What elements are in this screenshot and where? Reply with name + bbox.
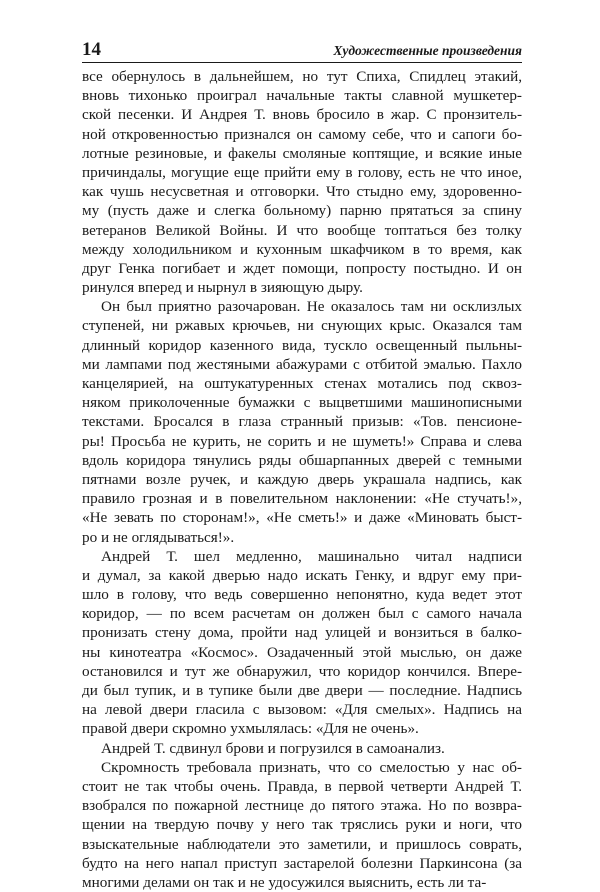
text-line: няком приколоченные бумажки с выцветшими машинописными <box>82 394 522 412</box>
text-line: длинный коридор казенного вида, тускло освещенный пыльны- <box>82 336 522 354</box>
text-line: как чушь несусветная и отговорки. Что стыдно ему, здоровенно- <box>82 183 522 201</box>
text-line: друг Генка погибает и ждет помощи, попросту постыдно. И он <box>82 259 522 277</box>
page-header <box>82 40 522 64</box>
text-line: Он был приятно разочарован. Не оказалось там ни осклизлых <box>101 298 522 316</box>
text-line: ны кинотеатра «Космос». Озадаченный этой мыслью, он даже <box>82 643 522 661</box>
text-line: пятнами возле ручек, и каждую дверь украшала надпись, как <box>82 470 522 488</box>
text-line: щении на твердую почву у него так тряслись руки и ноги, что <box>82 816 522 834</box>
text-line: текстами. Бросался в глаза странный призыв: «Тов. пенсионе- <box>82 413 522 431</box>
text-line: взобрался по пожарной лестнице до пятого этажа. Но по возвра- <box>82 797 522 815</box>
text-line: многими делами он так и не удосужился выяснить, есть ли та- <box>82 873 487 891</box>
text-line: и думал, за какой дверью надо искать Генку, и вдруг ему при- <box>82 566 522 584</box>
text-line: причиндалы, могущие еще прийти ему в голову, есть не что иное, <box>82 163 522 181</box>
text-line: ступеней, ни ржавых крючьев, ни снующих крыс. Оказался там <box>82 317 522 335</box>
text-line: пронизать стену дома, пройти над улицей и вонзиться в балко- <box>82 624 522 642</box>
text-line: канцелярией, на оштукатуренных стенах мотались под сквоз- <box>82 375 522 392</box>
text-line: ской песенки. И Андрея Т. вновь бросило в жар. С пронзитель- <box>82 106 522 124</box>
text-line: остановился и тут же обнаружил, что коридор кончился. Впере- <box>82 662 522 680</box>
header-rule <box>82 62 522 63</box>
text-line: шло в голову, что ведь совершенно непонятно, куда ведет этот <box>82 586 522 604</box>
text-line: «Не зевать по сторонам!», «Не сметь!» и даже «Миновать быст- <box>82 509 522 527</box>
text-line: ной откровенностью признался он самому себе, что и сапоги бо- <box>82 125 522 143</box>
text-line: вдоль коридора тянулись ряды обшарпанных дверей с темными <box>82 451 522 469</box>
text-line: коридор, — по всем расчетам он должен был с самого начала <box>82 605 522 623</box>
paragraph <box>82 547 522 739</box>
text-line: ры! Просьба не курить, не сорить и не шуметь!» Справа и слева <box>82 432 522 450</box>
text-line: все обернулось в дальнейшем, но тут Спиха, Спидлец этакий, <box>82 68 522 85</box>
text-line: будто на него напал приступ застарелой болезни Паркинсона (за <box>82 854 522 872</box>
paragraph <box>82 297 522 546</box>
paragraph <box>82 67 522 297</box>
text-line: Андрей Т. шел медленно, машинально читал надписи <box>101 547 522 565</box>
text-line: Андрей Т. сдвинул брови и погрузился в самоанализ. <box>101 739 445 757</box>
paragraph <box>82 758 522 892</box>
text-line: между холодильником и кухонным шкафчиком в то время, как <box>82 240 522 258</box>
text-line: правило грозная и в повелительном наклонении: «Не стучать!», <box>82 490 522 508</box>
text-line: ро и не оглядываться!». <box>82 528 235 546</box>
text-line: взыскательные наблюдатели это заметили, и пришлось соврать, <box>82 835 522 853</box>
page-number: 14 <box>82 39 101 60</box>
text-line: стоит не так чтобы очень. Правда, в первой четверти Андрей Т. <box>82 777 522 795</box>
running-title: Художественные произведения <box>333 43 522 58</box>
text-line: лотные резиновые, и факелы смоляные коптящие, и всякие иные <box>82 144 522 162</box>
text-line: ветеранов Великой Войны. И что вообще топтаться без толку <box>82 221 522 239</box>
text-line: вновь тихонько проиграл начальные такты славной мушкетер- <box>82 87 522 105</box>
paragraph <box>82 739 522 758</box>
text-line: ринулся вперед и нырнул в зияющую дыру. <box>82 279 363 297</box>
text-line: Скромность требовала признать, что со смелостью у нас об- <box>101 758 522 776</box>
text-line: на левой двери гласила с вызовом: «Для смелых». Надпись на <box>82 701 522 719</box>
body-text <box>82 67 522 892</box>
text-line: му (пусть даже и слегка больному) парню прятаться за спину <box>82 202 522 220</box>
text-line: ди был тупик, и в тупике были две двери — последние. Надпись <box>82 682 522 699</box>
text-line: правой двери скромно ухмылялась: «Для не очень». <box>82 720 419 738</box>
text-line: ми лампами под жестяными абажурами с отбитой эмалью. Пахло <box>82 355 522 373</box>
